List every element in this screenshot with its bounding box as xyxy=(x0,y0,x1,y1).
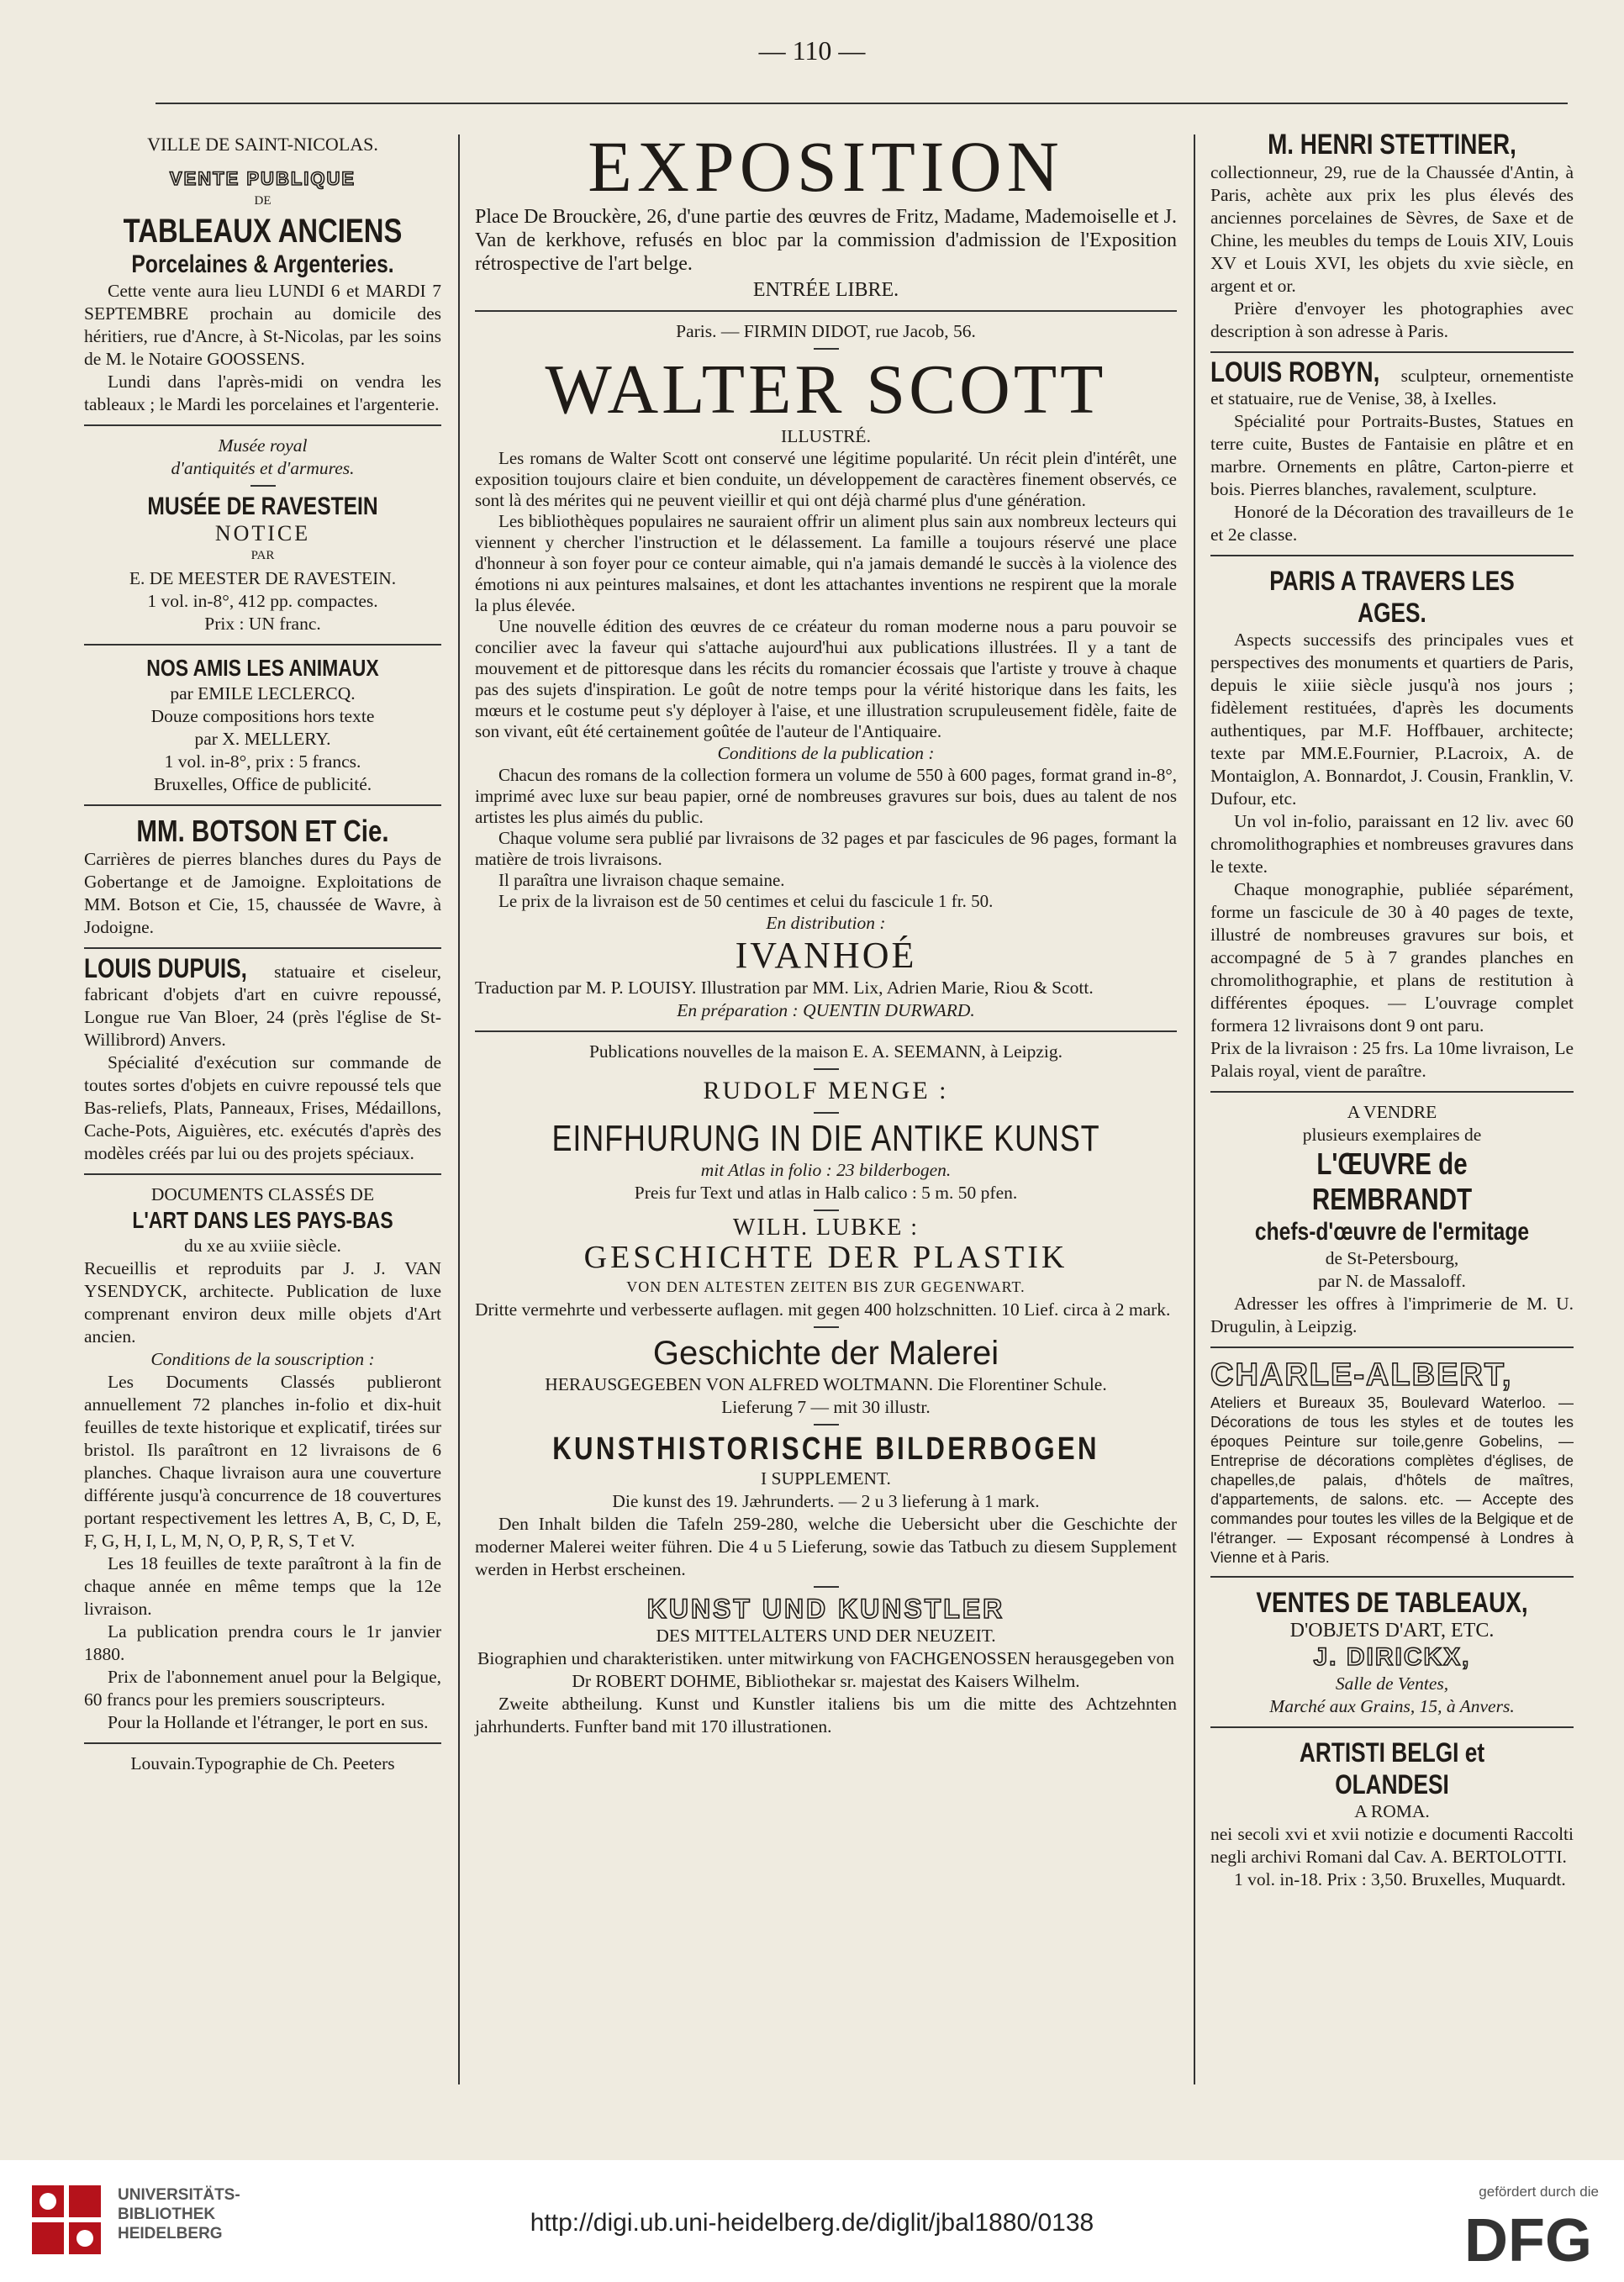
ad-text: D'OBJETS D'ART, ETC. xyxy=(1289,1620,1495,1642)
ad-text: Publications nouvelles de la maison E. A. SEEMANN, à Leipzig. xyxy=(588,1041,1063,1062)
ad-text: par EMILE LECLERCQ. xyxy=(170,683,356,704)
ad-heading: RUDOLF MENGE : xyxy=(703,1077,949,1104)
library-name-line: BIBLIOTHEK xyxy=(118,2206,216,2223)
ad-text: plusieurs exemplaires de xyxy=(1302,1125,1482,1145)
ad-text: 1 vol. in-8°, prix : 5 francs. xyxy=(164,751,361,772)
center-column xyxy=(475,128,1177,1738)
ad-heading: GESCHICHTE DER PLASTIK xyxy=(583,1240,1068,1275)
ad-heading: KUNST UND KUNSTLER xyxy=(646,1594,1005,1624)
ad-body: Traduction par M. P. LOUISY. Illustration par MM. Lix, Adrien Marie, Riou & Scott. xyxy=(475,978,1094,998)
ad-heading: NOTICE xyxy=(214,521,311,545)
ad-title: VENTE PUBLIQUE xyxy=(169,168,356,189)
ad-body: Zweite abtheilung. Kunst und Kunstler italiens bis um die mitte des Achtzehnten jahrhunderts. Funfter band mit 170 illustrationen. xyxy=(475,1694,1177,1737)
ad-heading: LOUIS ROBYN, xyxy=(1210,356,1380,388)
ad-body: Les Documents Classés publieront annuellement 72 planches in-folio et dix-huit feuilles de texte historique et explicatif, tirées sur bristol. Ils paraîtront en 12 livraisons de 6 planches. Chaque livraison aura une couverture différente jusqu'à concurrence de 18 couvertures portant respectivement les lettres A, B, C, D, E, F, G, H, I, L, M, N, O, P, R, S, T et V. xyxy=(84,1372,441,1551)
ad-text: Prix : UN franc. xyxy=(204,614,321,634)
ad-heading: MM. BOTSON ET Cie. xyxy=(136,814,389,848)
ad-subtitle: mit Atlas in folio : 23 bilderbogen. xyxy=(700,1160,952,1180)
ad-text: Douze compositions hors texte xyxy=(150,706,375,726)
top-rule xyxy=(156,103,1568,104)
ad-body: Chaque monographie, publiée séparément, forme un fascicule de 30 à 40 pages de texte, illustré de nombreuses gravures sur bois, et accompagné de 5 à 7 grandes planches en chromolithographie, et plans de restitution à différentes époques. — L'ouvrage complet formera 12 livraisons dont 9 ont paru. xyxy=(1210,879,1574,1036)
ad-subtitle: Conditions de la souscription : xyxy=(150,1349,375,1369)
ad-text: par N. de Massaloff. xyxy=(1318,1271,1466,1291)
ad-title: DOCUMENTS CLASSÉS DE xyxy=(150,1184,375,1204)
page-number: — 110 — xyxy=(758,35,866,66)
ad-body: Une nouvelle édition des œuvres de ce créateur du roman moderne nous a paru pouvoir se concilier avec la faveur qui s'attache aujourd'hui aux publications illustrées. Il y a tant de mouvement et de pittoresque dans les récits du romancier écossais que l'artiste y trouve à chaque pas des sujets d'inspiration. Le goût de notre temps pour la vérité historique dans les faits, les mœurs et le costume peut s'y déployer à l'aise, et une illustration scrupuleusement fidèle, faite de son vivant, eût été certainement goûtée de l'auteur de l'Antiquaire. xyxy=(475,616,1177,741)
ad-body: Aspects successifs des principales vues et perspectives des monuments et quartiers de Paris, depuis le xiiie siècle jusqu'à nos jours ; fidèlement restituées, d'après les documents authentiques, par M.F. Hoffbauer, architecte; texte par MM.E.Fournier, P.Lacroix, A. de Montaiglon, A. Bonnardot, J. Cousin, Franklin, V. Dufour, etc. xyxy=(1210,630,1574,809)
ad-body: Prix de l'abonnement anuel pour la Belgique, 60 francs pour les premiers souscripteurs. xyxy=(84,1667,441,1710)
ad-heading: IVANHOÉ xyxy=(735,935,917,976)
ad-text: Bruxelles, Office de publicité. xyxy=(153,774,372,794)
ad-heading: VENTES DE TABLEAUX, xyxy=(1256,1587,1528,1619)
ad-body: Lundi dans l'après-midi on vendra les tableaux ; le Mardi les porcelaines et l'argenterie. xyxy=(84,372,441,414)
ad-body: Les romans de Walter Scott ont conservé une légitime popularité. Un récit plein d'intérêt, une exposition toujours claire et bien conduite, un développement de caractères finement observés, ce sont là des mérites qui ne peuvent vieillir et qui ont déjà charmé plus d'une génération. xyxy=(475,448,1177,510)
ad-body: Le prix de la livraison est de 50 centimes et celui du fascicule 1 fr. 50. xyxy=(498,891,994,911)
ad-text: DES MITTELALTERS UND DER NEUZEIT. xyxy=(656,1626,996,1646)
ad-subtitle: ILLUSTRÉ. xyxy=(781,426,871,446)
printer-imprint: Louvain.Typographie de Ch. Peeters xyxy=(130,1753,395,1773)
ad-body: La publication prendra cours le 1r janvier 1880. xyxy=(84,1621,441,1664)
ad-body: Les bibliothèques populaires ne sauraient offrir un aliment plus sain aux nombreux lecteurs qui viennent y chercher l'instruction et le délassement. La famille a toujours réservé une place d'honneur à son foyer pour ce conteur aimable, qui n'a jamais demandé le succès à la violence des émotions ni aux peintures malsaines, et dont les attachantes inventions ne respirent que la morale la plus élevée. xyxy=(475,511,1177,615)
ad-body: Recueillis et reproduits par J. J. VAN YSENDYCK, architecte. Publication de luxe comprenant environ deux mille objets d'Art ancien. xyxy=(84,1258,441,1347)
ad-body: Prix de la livraison : 25 frs. La 10me livraison, Le Palais royal, vient de paraître. xyxy=(1210,1038,1574,1081)
ad-body: Carrières de pierres blanches dures du Pays de Gobertange et de Jamoigne. Exploitations de MM. Botson et Cie, 15, chaussée de Wavre, à Jodoigne. xyxy=(84,849,441,937)
ad-body: Adresser les offres à l'imprimerie de M. U. Drugulin, à Leipzig. xyxy=(1210,1294,1574,1336)
ad-body: 1 vol. in-18. Prix : 3,50. Bruxelles, Muquardt. xyxy=(1234,1869,1566,1889)
left-column xyxy=(84,128,441,1775)
ad-heading: LOUIS DUPUIS, xyxy=(84,953,247,983)
ad-body: collectionneur, 29, rue de la Chaussée d'Antin, à Paris, achète aux prix les plus élevés des anciennes porcelaines de Sèvres, de Saxe et de Chine, les meubles du temps de Louis XIV, Louis XV et Louis XVI, les objets du xvie siècle, en argent et or. xyxy=(1210,162,1574,296)
ad-heading: EINFHURUNG IN DIE ANTIKE KUNST xyxy=(551,1118,1100,1159)
ad-text: Die kunst des 19. Jæhrunderts. — 2 u 3 lieferung à 1 mark. xyxy=(612,1491,1040,1511)
ad-text: VON DEN ALTESTEN ZEITEN BIS ZUR GEGENWART. xyxy=(626,1278,1026,1295)
ad-body: Prière d'envoyer les photographies avec description à son adresse à Paris. xyxy=(1210,298,1574,341)
ad-text: DE xyxy=(254,194,272,208)
library-name-line: HEIDELBERG xyxy=(118,2225,223,2242)
ad-heading: WILH. LUBKE : xyxy=(732,1215,920,1241)
ad-heading: Porcelaines & Argenteries. xyxy=(131,250,394,278)
ad-text: A ROMA. xyxy=(1354,1801,1430,1821)
ad-text: Preis fur Text und atlas in Halb calico : 5 m. 50 pfen. xyxy=(634,1183,1018,1203)
ad-text: I SUPPLEMENT. xyxy=(761,1468,891,1489)
ad-body: Place De Brouckère, 26, d'une partie des œuvres de Fritz, Madame, Mademoiselle et J. Van de kerkhove, refusés en bloc par la commission d'admission de l'Exposition rétrospective de l'art belge. xyxy=(475,206,1177,275)
ad-heading: J. DIRICKX, xyxy=(1313,1643,1471,1671)
ad-subtitle: Conditions de la publication : xyxy=(717,743,935,763)
ad-text: 1 vol. in-8°, 412 pp. compactes. xyxy=(147,591,378,611)
ad-body: Il paraîtra une livraison chaque semaine. xyxy=(498,870,785,890)
ad-text: du xe au xviiie siècle. xyxy=(184,1236,341,1256)
ad-body: Honoré de la Décoration des travailleurs de 1e et 2e classe. xyxy=(1210,502,1574,545)
ad-heading: WALTER SCOTT xyxy=(545,350,1107,429)
ad-body: nei secoli xvi et xvii notizie e documenti Raccolti negli archivi Romani dal Cav. A. BERTOLOTTI. xyxy=(1210,1824,1574,1867)
ad-text: de St-Petersbourg, xyxy=(1325,1248,1459,1268)
ad-heading: TABLEAUX ANCIENS xyxy=(123,213,403,250)
ad-subtitle: En préparation : QUENTIN DURWARD. xyxy=(677,1000,975,1020)
ad-body: Un vol in-folio, paraissant en 12 liv. avec 60 chromolithographies et nombreuses gravures dans le texte. xyxy=(1210,811,1574,877)
ad-body: Ateliers et Bureaux 35, Boulevard Waterloo. — Décorations de tous les styles et de toutes les époques Peinture sur toile,genre Gobelins, — Entreprise de décorations complètes d'églises, de chapelles,de palais, d'hôtels de maîtres, d'appartements, de salons. etc. — Accepte des commandes pour toutes les villes de la Belgique et de l'étranger. — Exposant récompensé à Londres à Vienne et à Paris. xyxy=(1210,1394,1574,1566)
ad-body: sculpteur, ornementiste et statuaire, rue de Venise, 38, à Ixelles. xyxy=(1210,366,1574,408)
ad-text: HERAUSGEGEBEN VON ALFRED WOLTMANN. Die Florentiner Schule. xyxy=(545,1374,1107,1394)
ad-heading: chefs-d'œuvre de l'ermitage xyxy=(1254,1218,1530,1246)
library-name-line: UNIVERSITÄTS- xyxy=(118,2186,240,2204)
ad-body: Dritte vermehrte und verbesserte auflagen. mit gegen 400 holzschnitten. 10 Lief. circa à 2 mark. xyxy=(475,1299,1171,1320)
ad-heading: M. HENRI STETTINER, xyxy=(1268,129,1516,161)
ad-text: par X. MELLERY. xyxy=(194,729,331,749)
ad-body: statuaire et ciseleur, fabricant d'objets d'art en cuivre repoussé, Longue rue Van Bloer, 24 (près l'église de St-Willibrord) Anvers. xyxy=(84,962,441,1050)
ad-heading: EXPOSITION xyxy=(588,126,1064,207)
ad-heading: KUNSTHISTORISCHE BILDERBOGEN xyxy=(552,1431,1099,1467)
ad-heading: PARIS A TRAVERS LES AGES. xyxy=(1269,566,1515,628)
ad-heading: ARTISTI BELGI et OLANDESI xyxy=(1299,1737,1485,1800)
ad-title: A VENDRE xyxy=(1347,1102,1437,1122)
dfg-funding-label: gefördert durch die xyxy=(1479,2184,1599,2200)
ad-heading: L'ART DANS LES PAYS-BAS xyxy=(132,1207,393,1233)
ad-text: PAR xyxy=(250,549,275,562)
ad-subtitle: Musée royal xyxy=(218,435,308,456)
ad-body: Pour la Hollande et l'étranger, le port en sus. xyxy=(108,1712,429,1732)
ad-body: Chaque volume sera publié par livraisons de 32 pages et par fascicules de 96 pages, formant la matière de trois livraisons. xyxy=(475,828,1177,869)
ad-subtitle: d'antiquités et d'armures. xyxy=(171,458,355,478)
column-divider-left xyxy=(458,134,460,2084)
dfg-logo-text: DFG xyxy=(1464,2209,1592,2268)
ad-heading: L'ŒUVRE de REMBRANDT xyxy=(1311,1146,1473,1216)
ad-body: Biographien und charakteristiken. unter mitwirkung von FACHGENOSSEN herausgegeben von Dr ROBERT DOHME, Bibliothekar sr. majestat des Kaisers Wilhelm. xyxy=(477,1648,1174,1691)
ad-heading: MUSÉE DE RAVESTEIN xyxy=(147,493,378,520)
ad-text: ENTRÉE LIBRE. xyxy=(752,279,899,301)
ad-title: VILLE DE SAINT-NICOLAS. xyxy=(147,134,378,155)
ad-text: E. DE MEESTER DE RAVESTEIN. xyxy=(129,568,397,588)
ad-heading: CHARLE-ALBERT, xyxy=(1210,1357,1513,1393)
ad-body: Les 18 feuilles de texte paraîtront à la fin de chaque année en même temps que la 12e livraison. xyxy=(84,1553,441,1619)
ad-subtitle: Salle de Ventes, xyxy=(1335,1673,1449,1694)
right-column xyxy=(1210,128,1574,1891)
dfg-logo-icon xyxy=(1464,2209,1599,2268)
ad-body: Spécialité d'exécution sur commande de toutes sortes d'objets en cuivre repoussé tels que Bas-reliefs, Plats, Panneaux, Frises, Médaillons, Cache-Pots, Aiguières, etc. exécutés d'après des modèles créés par lui ou des projets spéciaux. xyxy=(84,1052,441,1163)
ad-text: Paris. — FIRMIN DIDOT, rue Jacob, 56. xyxy=(676,321,976,341)
ad-body: Den Inhalt bilden die Tafeln 259-280, welche die Uebersicht uber die Geschichte der moderner Malerei weiter führen. Die 4 u 5 Lieferung, sowie das Tatbuch zu diesem Supplement werden in Herbst erscheinen. xyxy=(475,1514,1177,1579)
ad-body: Chacun des romans de la collection formera un volume de 550 à 600 pages, format grand in-8°, imprimé avec luxe sur beau papier, orné de nombreuses gravures sur bois, dues au talent de nos artistes les plus aimés du public. xyxy=(475,765,1177,827)
page-url-link[interactable]: http://digi.ub.uni-heidelberg.de/diglit/jbal1880/0138 xyxy=(530,2209,1094,2237)
ad-subtitle: En distribution : xyxy=(766,913,886,933)
ad-subtitle: Marché aux Grains, 15, à Anvers. xyxy=(1269,1696,1515,1716)
ad-body: Spécialité pour Portraits-Bustes, Statues en terre cuite, Bustes de Fantaisie en plâtre et en marbre. Ornements en plâtre, Carton-pierre et bois. Pierres blanches, ravalement, sculpture. xyxy=(1210,411,1574,499)
ad-body: Cette vente aura lieu LUNDI 6 et MARDI 7 SEPTEMBRE prochain au domicile des héritiers, rue d'Ancre, à St-Nicolas, par les soins de M. le Notaire GOOSSENS. xyxy=(84,281,441,369)
ad-heading: NOS AMIS LES ANIMAUX xyxy=(146,655,379,681)
ad-heading: Geschichte der Malerei xyxy=(652,1335,999,1372)
column-divider-right xyxy=(1194,134,1195,2084)
ad-text: Lieferung 7 — mit 30 illustr. xyxy=(721,1397,931,1417)
